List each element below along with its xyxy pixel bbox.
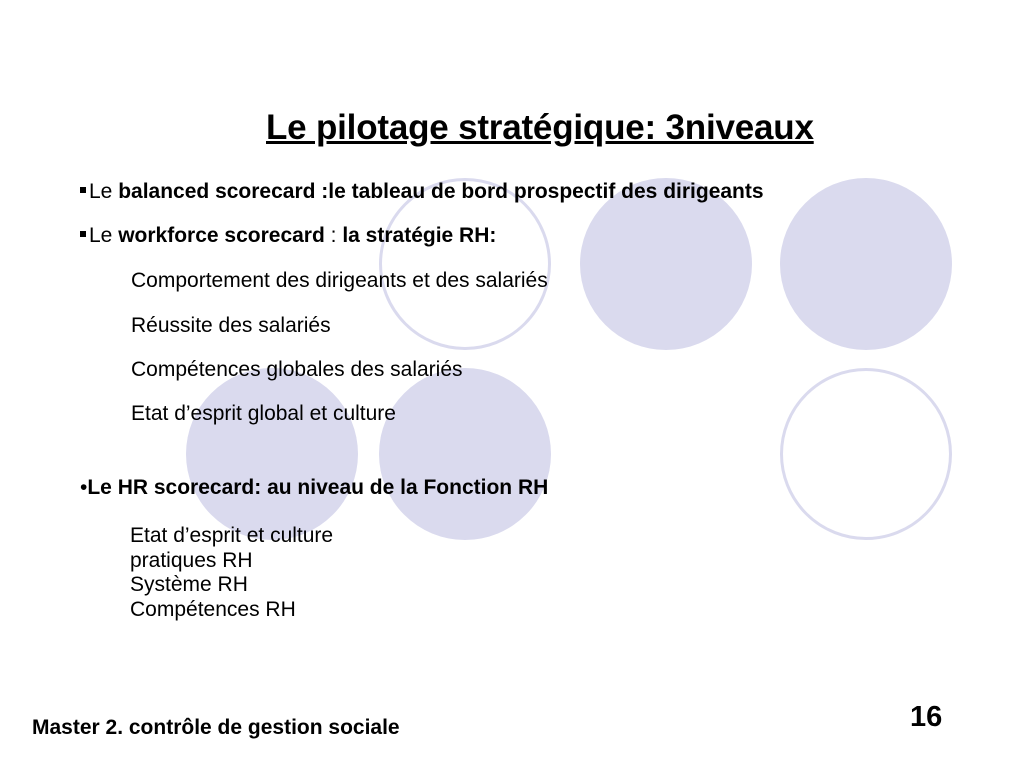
decor-circle-filled bbox=[780, 178, 952, 350]
decor-circle-outline bbox=[780, 368, 952, 540]
decor-circle-filled bbox=[379, 368, 551, 540]
bullet-bold-text: balanced scorecard :le tableau de bord prospectif des dirigeants bbox=[118, 180, 764, 203]
bullet-bold-text: Le HR scorecard: au niveau de la Fonction RH bbox=[87, 476, 549, 499]
bullet-hr-scorecard bbox=[80, 476, 548, 500]
decor-circle-filled bbox=[186, 368, 358, 540]
workforce-item: Etat d’esprit global et culture bbox=[131, 402, 396, 425]
bullet-bold-text-2: la stratégie RH: bbox=[342, 224, 497, 247]
workforce-item: Compétences globales des salariés bbox=[131, 358, 463, 381]
bullet-prefix: Le bbox=[89, 180, 119, 203]
slide-footer: Master 2. contrôle de gestion sociale bbox=[32, 716, 400, 739]
hr-item: Système RH bbox=[130, 573, 248, 596]
hr-item: Etat d’esprit et culture bbox=[130, 524, 334, 547]
bullet-workforce-scorecard bbox=[80, 224, 496, 248]
bullet-prefix: Le bbox=[89, 224, 119, 247]
square-bullet-icon bbox=[80, 231, 86, 237]
round-bullet-icon: • bbox=[80, 476, 88, 499]
workforce-item: Réussite des salariés bbox=[131, 314, 331, 337]
slide-title: Le pilotage stratégique: 3niveaux bbox=[266, 108, 814, 147]
workforce-item: Comportement des dirigeants et des salariés bbox=[131, 269, 548, 292]
square-bullet-icon bbox=[80, 187, 86, 193]
bullet-separator: : bbox=[324, 224, 343, 247]
hr-items-list bbox=[130, 524, 333, 622]
hr-item: Compétences RH bbox=[130, 597, 296, 621]
hr-item: pratiques RH bbox=[130, 548, 253, 572]
bullet-balanced-scorecard bbox=[80, 180, 764, 204]
bullet-bold-text: workforce scorecard bbox=[118, 224, 325, 247]
page-number: 16 bbox=[910, 701, 943, 733]
